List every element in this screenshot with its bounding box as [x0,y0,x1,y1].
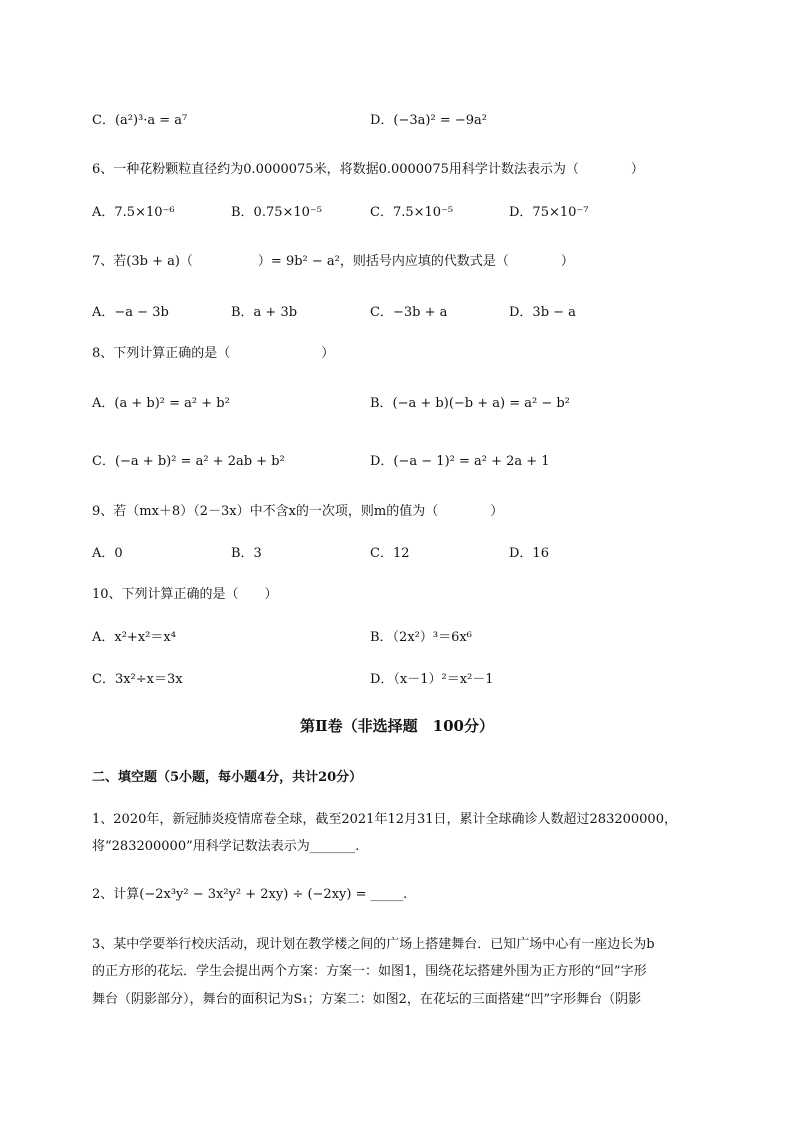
q5-option-c: C．(a²)³·a = a⁷ [92,113,188,128]
fill3-line2: 的正方形的花坛．学生会提出两个方案：方案一：如图1，围绕花坛搭建外围为正方形的“回”字形 [92,964,647,979]
q7-option-a: A．−a − 3b [92,305,169,320]
part2-title: 第Ⅱ卷（非选择题 100分） [300,717,494,735]
q7-stem: 7、若(3b + a)（ ）= 9b² − a²，则括号内应填的代数式是（ ） [92,254,574,269]
q8-option-a: A．(a + b)² = a² + b² [92,396,230,411]
q8-option-b: B．(−a + b)(−b + a) = a² − b² [370,396,570,411]
q9-option-c: C．12 [370,546,410,561]
q8-stem: 8、下列计算正确的是（ ） [92,346,335,361]
q8-option-d: D．(−a − 1)² = a² + 2a + 1 [370,454,550,469]
q6-option-c: C．7.5×10⁻⁵ [370,205,454,220]
q5-option-d: D．(−3a)² = −9a² [370,113,487,128]
section2-heading: 二、填空题（5小题，每小题4分，共计20分） [92,770,363,785]
fill2-text: 2、计算(−2x³y² − 3x²y² + 2xy) ÷ (−2xy) = _____. [92,887,408,902]
q8-option-c: C．(−a + b)² = a² + 2ab + b² [92,454,285,469]
fill1-line2: 将“283200000”用科学记数法表示为_______. [92,839,360,854]
q10-option-c: C．3x²÷x＝3x [92,672,183,687]
fill3-line3: 舞台（阴影部分），舞台的面积记为S₁；方案二：如图2，在花坛的三面搭建“凹”字形舞台（阴影 [92,992,642,1007]
q7-option-d: D．3b − a [509,305,576,320]
fill3-line1: 3、某中学要举行校庆活动，现计划在教学楼之间的广场上搭建舞台．已知广场中心有一座边长为b [92,937,655,952]
fill1-line1: 1、2020年，新冠肺炎疫情席卷全球，截至2021年12月31日，累计全球确诊人数超过283200000， [92,812,677,827]
q10-option-a: A．x²+x²＝x⁴ [92,630,176,645]
q6-option-d: D．75×10⁻⁷ [509,205,589,220]
q7-option-b: B．a + 3b [231,305,298,320]
q9-stem: 9、若（mx＋8）（2－3x）中不含x的一次项，则m的值为（ ） [92,504,504,519]
q6-option-b: B．0.75×10⁻⁵ [231,205,323,220]
q9-option-b: B．3 [231,546,262,561]
q7-option-c: C．−3b + a [370,305,448,320]
q6-stem: 6、一种花粉颗粒直径约为0.0000075米，将数据0.0000075用科学计数法表示为（ ） [92,162,644,177]
q6-option-a: A．7.5×10⁻⁶ [92,205,175,220]
q10-option-b: B．（2x²）³＝6x⁶ [370,630,472,645]
q9-option-a: A．0 [92,546,123,561]
q10-stem: 10、下列计算正确的是（ ） [92,587,278,602]
q10-option-d: D．（x－1）²＝x²－1 [370,672,494,687]
q9-option-d: D．16 [509,546,549,561]
